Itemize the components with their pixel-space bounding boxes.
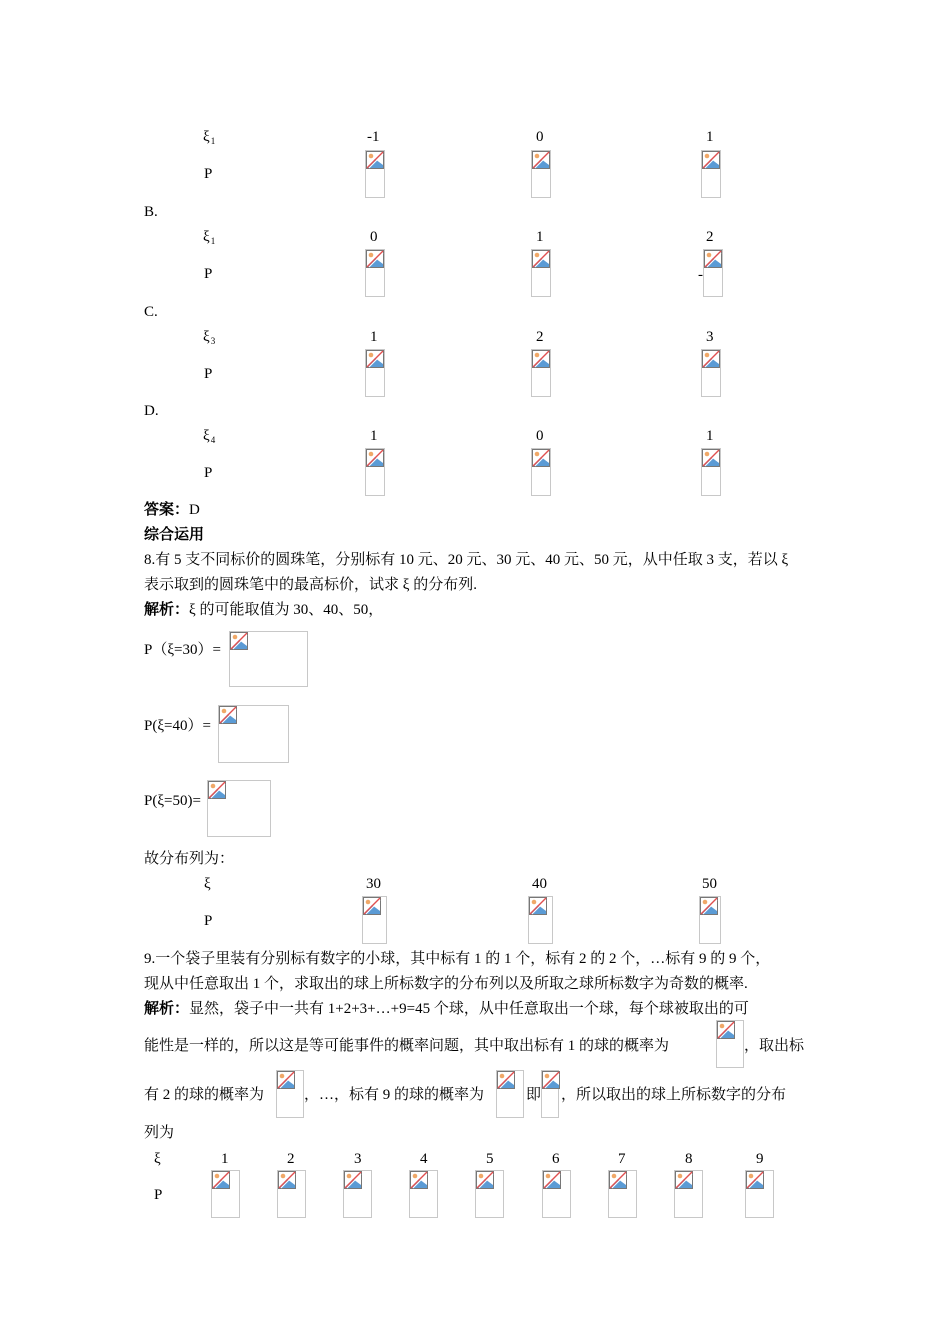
p-label: P: [204, 166, 213, 182]
broken-image-icon: [717, 1021, 735, 1039]
problem-9-text: 现从中任意取出 1 个，求取出的球上所标数字的分布列以及所取之球所标数字为奇数的概率.: [144, 976, 748, 992]
probability-image: [365, 150, 385, 198]
value-cell: 1: [706, 129, 714, 145]
analysis-text: 列为: [144, 1125, 175, 1141]
probability-image: [701, 150, 721, 198]
probability-image: [542, 1170, 571, 1218]
broken-image-icon: [702, 449, 720, 467]
analysis-text: 即: [526, 1087, 542, 1103]
probability-image: [409, 1170, 438, 1218]
formula-image: [496, 1070, 524, 1118]
probability-image: [528, 896, 553, 944]
value-cell: 30: [366, 876, 381, 892]
broken-image-icon: [366, 350, 384, 368]
broken-image-icon: [532, 449, 550, 467]
probability-formula: P（ξ=30）=: [144, 642, 221, 658]
broken-image-icon: [675, 1171, 693, 1189]
analysis-text: 有 2 的球的概率为: [144, 1087, 265, 1103]
value-cell: 1: [370, 329, 378, 345]
broken-image-icon: [702, 350, 720, 368]
probability-image: [362, 896, 387, 944]
p-label: P: [204, 913, 213, 929]
probability-image: [745, 1170, 774, 1218]
xi-label: ξ: [204, 876, 211, 892]
broken-image-icon: [410, 1171, 428, 1189]
probability-image: [277, 1170, 306, 1218]
broken-image-icon: [230, 632, 248, 650]
value-cell: -1: [367, 129, 380, 145]
probability-image: [365, 349, 385, 397]
probability-formula: P(ξ=40）=: [144, 718, 211, 734]
analysis-text: ，取出标: [744, 1038, 805, 1054]
xi-label: $\xi_1$: [203, 229, 216, 246]
probability-image: [531, 349, 551, 397]
p-label: P: [154, 1187, 163, 1203]
value-cell: 2: [536, 329, 544, 345]
value-cell: 1: [370, 428, 378, 444]
value-cell: 0: [370, 229, 378, 245]
p-label: P: [204, 366, 213, 382]
value-cell: 5: [486, 1151, 494, 1167]
broken-image-icon: [278, 1171, 296, 1189]
broken-image-icon: [746, 1171, 764, 1189]
formula-image: [541, 1070, 559, 1118]
conclusion: 故分布列为：: [144, 851, 235, 867]
analysis-text: ，所以取出的球上所标数字的分布: [561, 1087, 787, 1103]
broken-image-icon: [532, 151, 550, 169]
analysis: 解析：ξ 的可能取值为 30、40、50，: [144, 602, 384, 618]
value-cell: 3: [706, 329, 714, 345]
p-label: P: [204, 266, 213, 282]
broken-image-icon: [497, 1071, 515, 1089]
probability-image: [365, 249, 385, 297]
stray-mark: -: [698, 267, 703, 283]
value-cell: 50: [702, 876, 717, 892]
probability-image: [211, 1170, 240, 1218]
answer: 答案：D: [144, 502, 200, 518]
value-cell: 0: [536, 129, 544, 145]
value-cell: 40: [532, 876, 547, 892]
probability-image: [701, 448, 721, 496]
broken-image-icon: [344, 1171, 362, 1189]
broken-image-icon: [532, 350, 550, 368]
probability-image: [531, 448, 551, 496]
broken-image-icon: [208, 781, 226, 799]
formula-image: [218, 705, 289, 763]
broken-image-icon: [366, 250, 384, 268]
probability-image: [608, 1170, 637, 1218]
probability-image: [365, 448, 385, 496]
xi-label: ξ: [154, 1151, 161, 1167]
value-cell: 1: [706, 428, 714, 444]
value-cell: 8: [685, 1151, 693, 1167]
broken-image-icon: [476, 1171, 494, 1189]
value-cell: 2: [706, 229, 714, 245]
value-cell: 6: [552, 1151, 560, 1167]
probability-image: [531, 150, 551, 198]
analysis: 解析：显然，袋子中一共有 1+2+3+…+9=45 个球，从中任意取出一个球，每个球被取出的可: [144, 1001, 749, 1017]
formula-image: [276, 1070, 304, 1118]
broken-image-icon: [543, 1171, 561, 1189]
option-label: B.: [144, 204, 158, 220]
formula-image: [229, 631, 308, 687]
broken-image-icon: [609, 1171, 627, 1189]
broken-image-icon: [704, 250, 722, 268]
broken-image-icon: [366, 449, 384, 467]
value-cell: 0: [536, 428, 544, 444]
broken-image-icon: [532, 250, 550, 268]
value-cell: 2: [287, 1151, 295, 1167]
section-heading: 综合运用: [144, 527, 205, 543]
broken-image-icon: [529, 897, 547, 915]
probability-image: [531, 249, 551, 297]
broken-image-icon: [542, 1071, 560, 1089]
formula-image: [207, 780, 271, 837]
probability-image: [475, 1170, 504, 1218]
option-label: D.: [144, 403, 159, 419]
value-cell: 9: [756, 1151, 764, 1167]
broken-image-icon: [700, 897, 718, 915]
option-label: C.: [144, 304, 158, 320]
p-label: P: [204, 465, 213, 481]
analysis-text: 能性是一样的，所以这是等可能事件的概率问题，其中取出标有 1 的球的概率为: [144, 1038, 670, 1054]
broken-image-icon: [702, 151, 720, 169]
problem-8-text: 表示取到的圆珠笔中的最高标价，试求 ξ 的分布列.: [144, 577, 477, 593]
problem-9-text: 9.一个袋子里装有分别标有数字的小球，其中标有 1 的 1 个，标有 2 的 2 个，…标有 9 的 9 个，: [144, 951, 771, 967]
probability-image: [699, 896, 721, 944]
problem-8-text: 8.有 5 支不同标价的圆珠笔，分别标有 10 元、20 元、30 元、40 元、50 元，从中任取 3 支，若以 ξ: [144, 552, 789, 568]
broken-image-icon: [219, 706, 237, 724]
value-cell: 4: [420, 1151, 428, 1167]
value-cell: 3: [354, 1151, 362, 1167]
value-cell: 1: [536, 229, 544, 245]
xi-label: $\xi_1$: [203, 129, 216, 146]
xi-label: $\xi_3$: [203, 329, 216, 346]
broken-image-icon: [212, 1171, 230, 1189]
analysis-text: ，…，标有 9 的球的概率为: [304, 1087, 485, 1103]
value-cell: 1: [221, 1151, 229, 1167]
probability-image: [701, 349, 721, 397]
formula-image: [716, 1020, 744, 1068]
probability-formula: P(ξ=50)=: [144, 793, 201, 809]
broken-image-icon: [277, 1071, 295, 1089]
broken-image-icon: [366, 151, 384, 169]
value-cell: 7: [618, 1151, 626, 1167]
xi-label: $\xi_4$: [203, 428, 216, 445]
probability-image: [343, 1170, 372, 1218]
probability-image: [674, 1170, 703, 1218]
broken-image-icon: [363, 897, 381, 915]
probability-image: [703, 249, 723, 297]
